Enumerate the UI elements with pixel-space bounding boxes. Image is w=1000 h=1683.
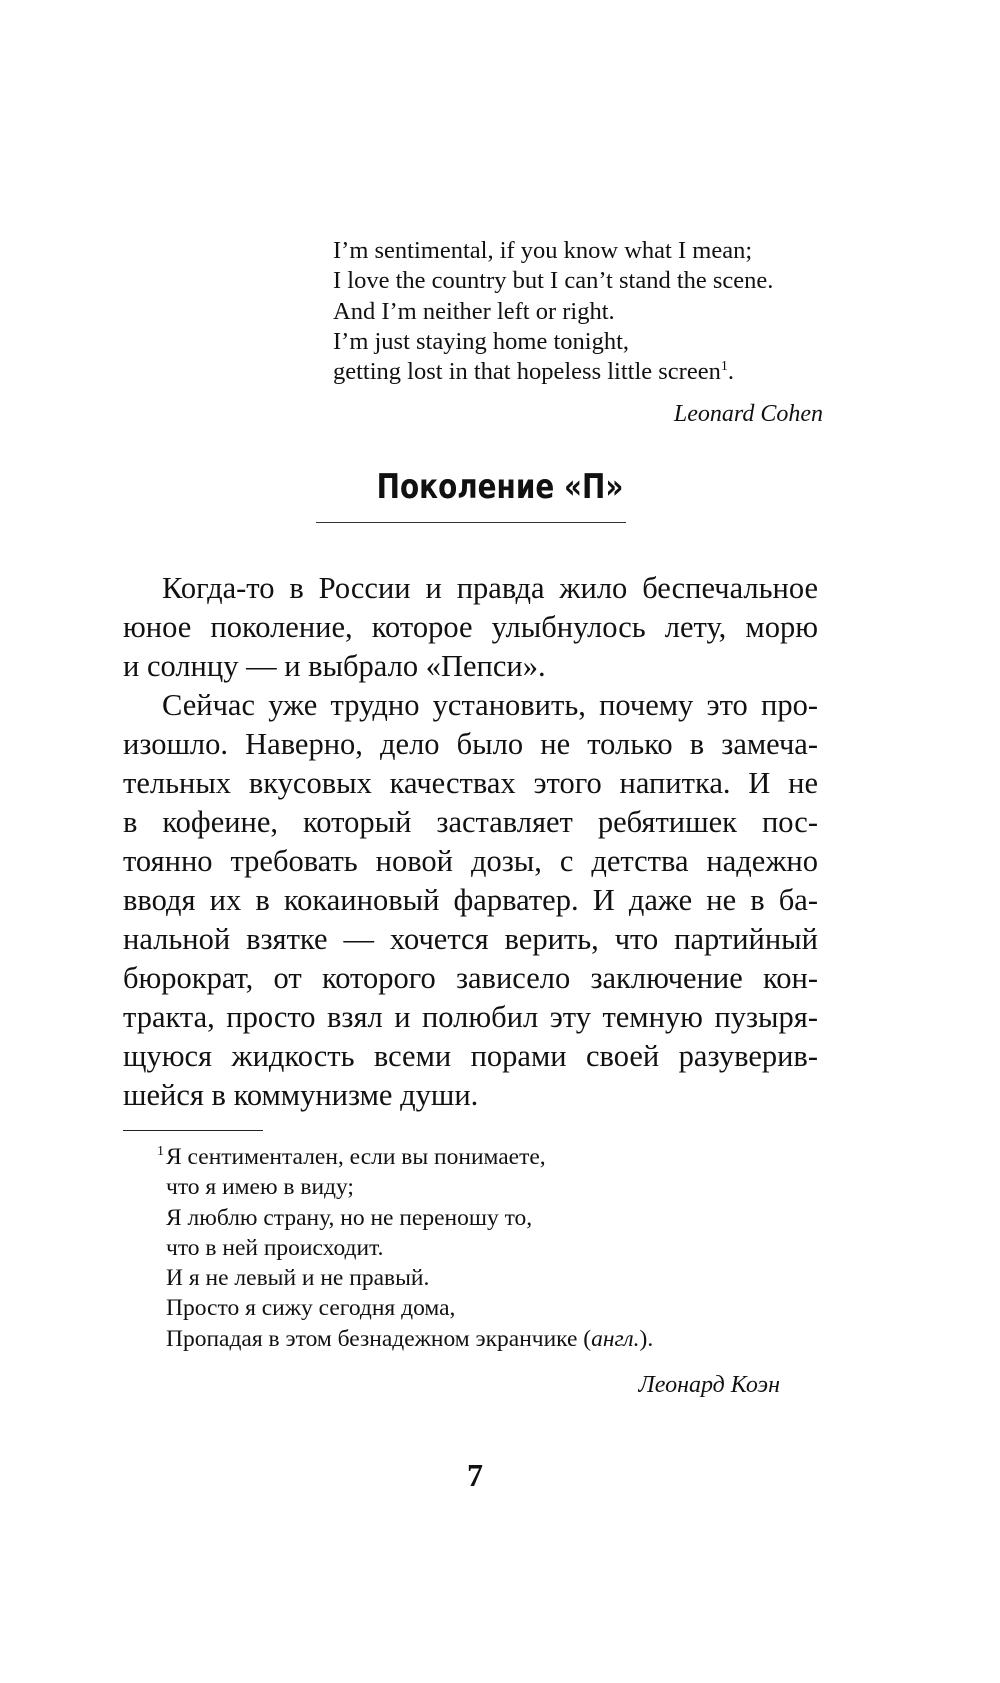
footnote-line [166, 1324, 786, 1354]
epigraph-line: I love the country but I can’t stand the scene. [333, 267, 774, 295]
footnote-line-end: ). [639, 1325, 654, 1352]
page-number: 7 [467, 1457, 483, 1493]
epigraph [333, 236, 833, 387]
body-line: шейся в коммунизме души. [123, 1078, 479, 1112]
body-text [123, 569, 818, 1115]
body-line: тракта, просто взял и полюбил эту темную пузыря- [123, 1000, 818, 1034]
body-line: бюрократ, от которого зависело заключение кон- [123, 961, 818, 995]
footnote-reference[interactable]: 1 [720, 359, 728, 375]
body-line: Сейчас уже трудно установить, почему это про- [162, 688, 818, 722]
footnote-line: И я не левый и не правый. [166, 1265, 430, 1292]
footnote-line: Просто я сижу сегодня дома, [166, 1295, 456, 1322]
footnote-author: Леонард Коэн [638, 1372, 780, 1398]
body-line: и солнцу — и выбрало «Пепси». [123, 649, 546, 683]
footnote-line: Я сентиментален, если вы понимаете, [166, 1144, 546, 1170]
footnote-line-text: Пропадая в этом безнадежном экранчике ( [166, 1325, 592, 1352]
epigraph-period: . [727, 358, 734, 386]
epigraph-line: And I’m neither left or right. [333, 297, 615, 325]
footnote [157, 1142, 786, 1354]
body-line: щуюся жидкость всеми порами своей разуверив- [123, 1039, 818, 1073]
body-line: в кофеине, который заставляет ребятишек пос- [123, 805, 818, 839]
footnote-divider [123, 1130, 263, 1131]
footnote-marker: 1 [157, 1144, 164, 1159]
body-line: изошло. Наверно, дело было не только в замеча- [123, 727, 818, 761]
chapter-title: Поколение «П» [376, 467, 624, 507]
footnote-line: что в ней происходит. [166, 1234, 384, 1261]
body-line: нальной взятке — хочется верить, что партийный [123, 922, 818, 956]
language-abbreviation: англ. [591, 1325, 640, 1352]
title-divider [316, 522, 626, 523]
footnote-line: что я имею в виду; [166, 1174, 354, 1201]
body-line: Когда-то в России и правда жило беспечальное [162, 571, 818, 605]
footnote-line: Я люблю страну, но не переношу то, [166, 1204, 533, 1231]
epigraph-line-text: getting lost in that hopeless little screen [333, 358, 721, 386]
epigraph-line: I’m sentimental, if you know what I mean; [333, 237, 753, 264]
body-line: юное поколение, которое улыбнулось лету, морю [123, 610, 818, 644]
body-line: вводя их в кокаиновый фарватер. И даже не в ба- [123, 883, 818, 917]
epigraph-line: I’m just staying home tonight, [333, 327, 630, 355]
epigraph-author: Leonard Cohen [673, 401, 823, 427]
epigraph-line [333, 357, 833, 387]
body-line: тельных вкусовых качествах этого напитка. И не [123, 766, 818, 800]
body-line: тоянно требовать новой дозы, с детства надежно [123, 844, 818, 878]
